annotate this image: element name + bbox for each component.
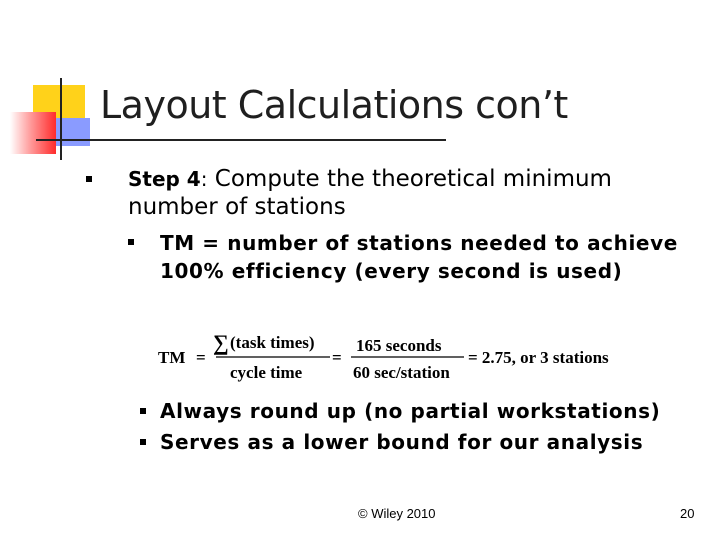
formula-numerator: (task times) bbox=[230, 333, 315, 352]
bullet-lower-bound: Serves as a lower bound for our analysis bbox=[160, 430, 644, 454]
bullet-square-icon bbox=[86, 176, 92, 182]
step-colon: : bbox=[200, 167, 208, 191]
page-number: 20 bbox=[680, 506, 695, 521]
bullet-square-icon bbox=[128, 239, 134, 245]
formula-numerator-2: 165 seconds bbox=[356, 336, 442, 355]
decorative-red-square bbox=[10, 112, 56, 154]
formula-eq-2: = bbox=[332, 348, 342, 367]
formula-result: = 2.75, or 3 stations bbox=[468, 348, 609, 367]
bullet-square-icon bbox=[140, 439, 146, 445]
formula-sum-icon: ∑ bbox=[213, 330, 229, 355]
slide-title: Layout Calculations con’t bbox=[100, 83, 568, 127]
step-description: Compute the theoretical minimum number of stations bbox=[128, 166, 612, 220]
bullet-round-up: Always round up (no partial workstations) bbox=[160, 399, 661, 423]
step-lead: Step 4 bbox=[128, 167, 201, 191]
formula-lhs: TM bbox=[158, 348, 186, 367]
title-underline bbox=[36, 139, 446, 141]
formula-denominator-2: 60 sec/station bbox=[353, 363, 450, 382]
step-text bbox=[128, 165, 688, 221]
bullet-tm-definition: TM = number of stations needed to achieve 100% efficiency (every second is used) bbox=[160, 231, 678, 283]
tm-formula bbox=[158, 320, 658, 390]
bullet-square-icon bbox=[140, 408, 146, 414]
title-decoration bbox=[0, 0, 110, 170]
formula-eq-1: = bbox=[196, 348, 206, 367]
decorative-vertical-line bbox=[60, 78, 62, 160]
footer-copyright: © Wiley 2010 bbox=[358, 506, 436, 521]
formula-denominator: cycle time bbox=[230, 363, 303, 382]
